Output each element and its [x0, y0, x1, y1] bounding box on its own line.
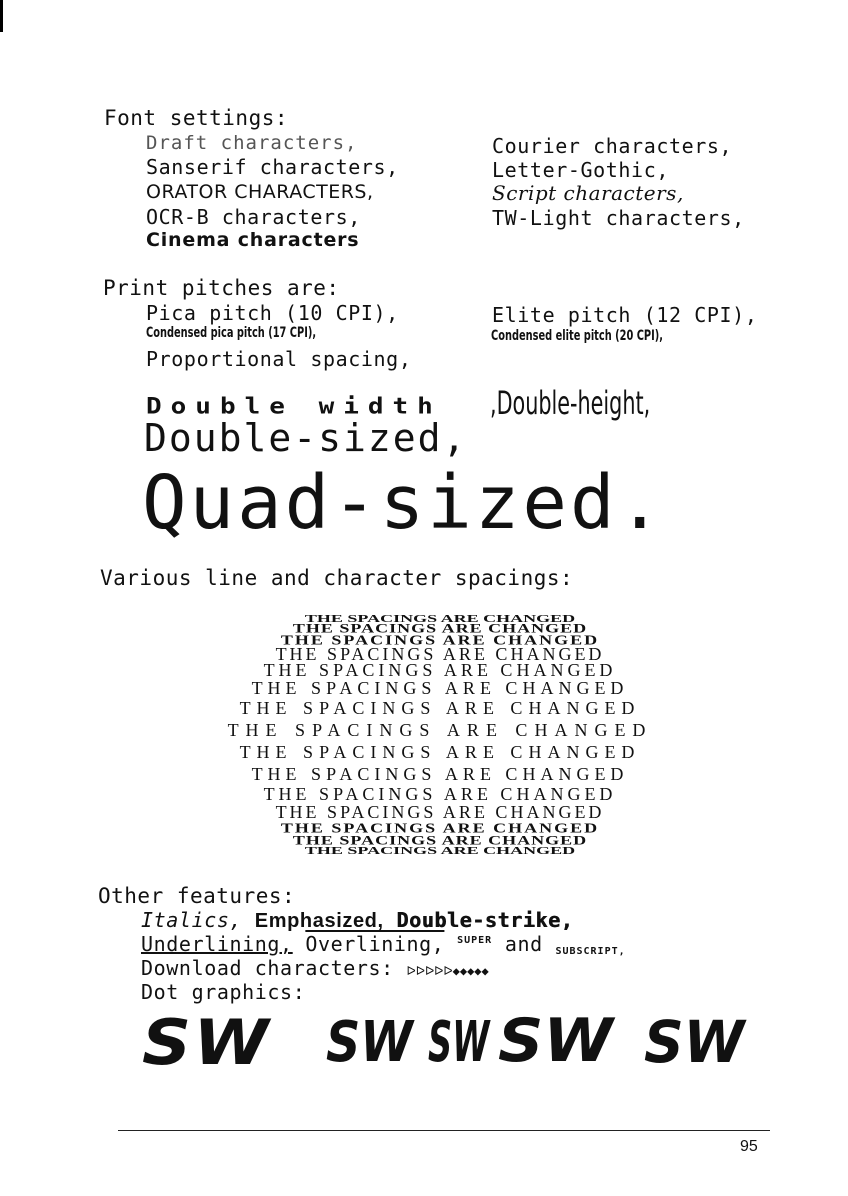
superscript-sample: SUPER	[457, 935, 493, 946]
double-strike-sample: Double-strike,	[396, 908, 574, 932]
spacings-heading: Various line and character spacings:	[100, 566, 574, 590]
emphasized-sample: Emphasized,	[254, 910, 384, 932]
and-text: and	[504, 932, 543, 956]
download-label: Download characters:	[141, 956, 394, 980]
print-pitches-heading: Print pitches are:	[103, 276, 340, 300]
subscript-sample: SUBSCRIPT,	[555, 946, 626, 957]
italics-sample: Italics,	[141, 908, 243, 932]
pitch-elite: Elite pitch (12 CPI),	[492, 303, 758, 327]
quad-sized-sample: Quad-sized.	[142, 460, 666, 546]
dot-graphic-sample-3: SW	[428, 1010, 490, 1075]
spacing-line: THE SPACINGS ARE CHANGED	[292, 833, 588, 848]
font-item-courier: Courier characters,	[492, 134, 733, 158]
footer-rule	[118, 1130, 770, 1131]
pitch-condensed-elite: Condensed elite pitch (20 CPI),	[491, 328, 663, 344]
font-item-orator: ORATOR CHARACTERS,	[146, 181, 374, 203]
font-item-tw-light: TW-Light characters,	[492, 206, 745, 230]
spacing-line: THE SPACINGS ARE CHANGED	[280, 632, 600, 648]
spacing-line: THE SPACINGS ARE CHANGED	[275, 802, 605, 822]
spacing-line: THE SPACINGS ARE CHANGED	[251, 764, 629, 784]
spacing-line: THE SPACINGS ARE CHANGED	[251, 678, 629, 698]
font-item-letter-gothic: Letter-Gothic,	[492, 158, 669, 182]
spacing-line: THE SPACINGS ARE CHANGED	[304, 844, 576, 857]
dot-graphic-sample-4: SW	[498, 1006, 613, 1076]
spacing-line: THE SPACINGS ARE CHANGED	[239, 742, 641, 762]
spacing-line: THE SPACINGS ARE CHANGED	[292, 621, 588, 636]
download-characters-glyphs: ᐅᐅᐅᐅᐅ◆◆◆◆◆	[406, 964, 489, 978]
dot-graphic-sample-1: SW	[142, 1006, 271, 1079]
font-item-script: Script characters,	[492, 181, 684, 205]
spacing-line: THE SPACINGS ARE CHANGED	[263, 784, 617, 804]
spacing-line: THE SPACINGS ARE CHANGED	[275, 644, 605, 664]
font-item-cinema: Cinema characters	[146, 229, 360, 251]
double-height-sample: ,Double-height,	[490, 384, 651, 422]
double-width-sample: Double width	[146, 394, 442, 420]
dot-graphic-sample-2: SW	[326, 1010, 413, 1075]
double-sized-sample: Double-sized,	[144, 416, 468, 460]
underlining-sample: Underlining,	[141, 932, 293, 956]
spacing-line: THE SPACINGS ARE CHANGED	[304, 612, 576, 625]
dot-graphic-sample-5: SW	[644, 1008, 745, 1076]
other-features-heading: Other features:	[98, 884, 296, 908]
spacings-sample-block	[180, 608, 700, 868]
font-item-sanserif: Sanserif characters,	[146, 155, 399, 179]
features-line-3	[141, 956, 489, 980]
pitch-condensed-pica: Condensed pica pitch (17 CPI),	[146, 325, 317, 341]
spacing-line: THE SPACINGS ARE CHANGED	[280, 820, 600, 836]
font-item-ocrb: OCR-B characters,	[146, 205, 361, 229]
overlining-sample: Overlining,	[305, 932, 445, 956]
features-line-1	[141, 908, 573, 933]
features-line-2	[141, 932, 626, 957]
spacing-line: THE SPACINGS ARE CHANGED	[239, 698, 641, 718]
pitch-proportional: Proportional spacing,	[146, 347, 412, 371]
spacing-line: THE SPACINGS ARE CHANGED	[227, 720, 653, 740]
page-edge-mark	[0, 0, 3, 32]
pitch-pica: Pica pitch (10 CPI),	[146, 301, 399, 325]
dot-graphics-label: Dot graphics:	[141, 980, 306, 1004]
page-number: 95	[740, 1138, 758, 1155]
font-settings-heading: Font settings:	[104, 106, 289, 130]
spacing-line: THE SPACINGS ARE CHANGED	[263, 660, 617, 680]
font-item-draft: Draft characters,	[146, 132, 358, 154]
